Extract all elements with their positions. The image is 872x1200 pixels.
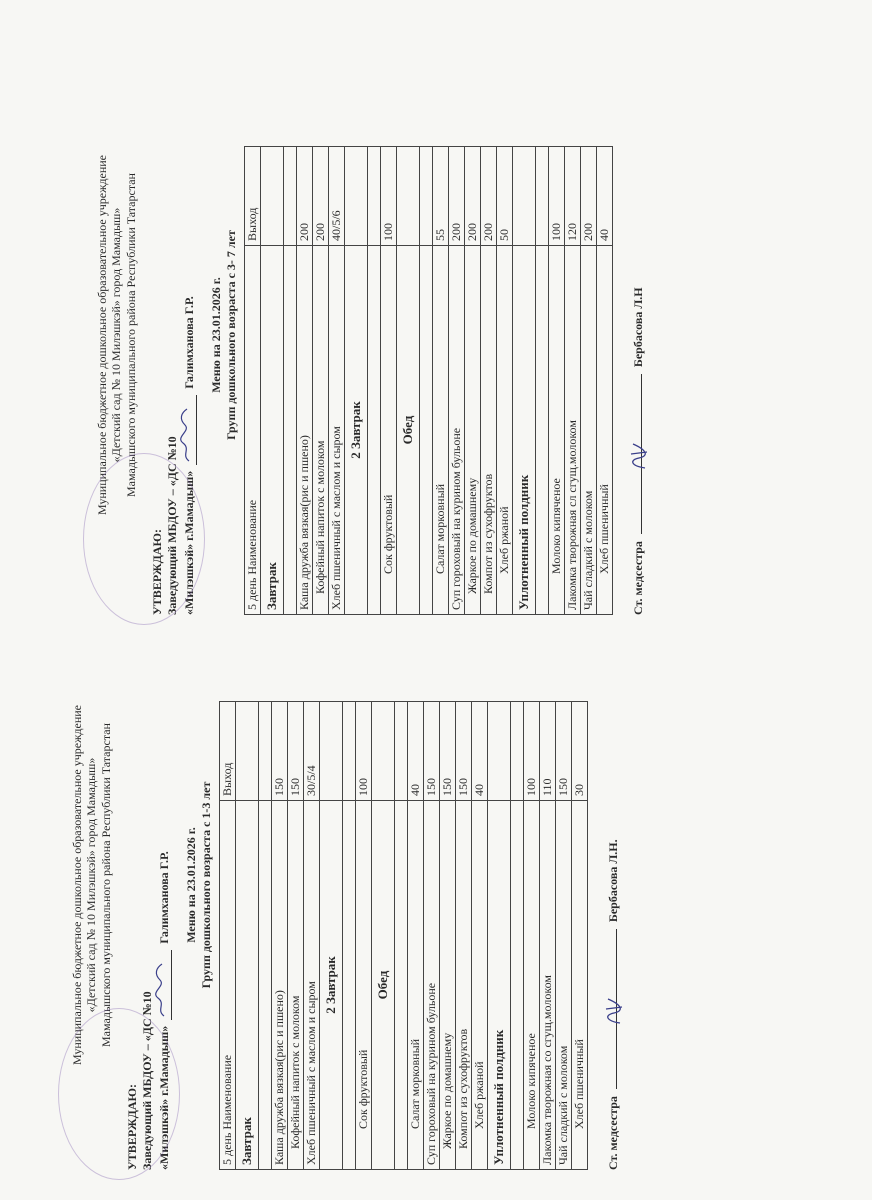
menu-sheet-3-7 [95,55,646,615]
institution-line1: Муниципальное бюджетное дошкольное образовательное учреждение [70,705,84,1065]
section-row [345,147,368,615]
table-row [565,147,581,615]
dish-out: 200 [297,147,313,246]
dish-out: 200 [465,147,481,246]
section-breakfast: Завтрак [236,801,259,1170]
menu-title [184,600,213,1170]
menu-title [209,55,238,615]
table-row [381,147,397,615]
table-row [408,702,424,1170]
section-row [397,147,420,615]
approve-position: Заведующий МБДОУ – «ДС №10 [139,991,154,1170]
header-out: Выход [245,147,261,246]
dish-name: Лакомка творожная сл сгущ.молоком [565,246,581,615]
dish-out: 200 [581,147,597,246]
table-row [472,702,488,1170]
dish-name: Хлеб пшеничный с маслом и сыром [329,246,345,615]
section-row [261,147,284,615]
dish-name: Кофейный напиток с молоком [288,801,304,1170]
dish-name: Салат морковный [408,801,424,1170]
dish-name: Сок фруктовый [381,246,397,615]
dish-out: 55 [433,147,449,246]
approve-name: Галимханова Г.Р. [156,851,171,944]
dish-out: 100 [524,702,540,801]
table-row [597,147,613,615]
dish-out: 110 [540,702,556,801]
dish-name: Салат морковный [433,246,449,615]
signature-icon [602,989,624,1029]
table-row [556,702,572,1170]
menu-date: Меню на 23.01.2026 г. [184,827,199,943]
dish-out: 100 [356,702,372,801]
dish-name: Жаркое по домашнему [465,246,481,615]
dish-out: 150 [440,702,456,801]
nurse-label: Ст. медсестра [631,541,646,615]
table-row [288,702,304,1170]
signature-icon [179,405,193,465]
dish-out: 150 [288,702,304,801]
dish-out: 40/5/6 [329,147,345,246]
section-breakfast2: 2 Завтрак [345,246,368,615]
table-row [524,702,540,1170]
dish-name: Суп гороховый на курином бульоне [424,801,440,1170]
section-row [488,702,511,1170]
stamp-mark [83,453,205,625]
section-lunch: Обед [372,801,395,1170]
dish-out: 50 [497,147,513,246]
institution-line3: Мамадышского муниципального района Республики Татарстан [98,723,113,1047]
signature-line [179,395,197,465]
dish-name: Кофейный напиток с молоком [313,246,329,615]
dish-out: 150 [556,702,572,801]
dish-name: Хлеб пшеничный [572,801,588,1170]
header-name: 5 день Наименование [220,801,236,1170]
dish-out: 30 [572,702,588,801]
menu-table [244,146,613,615]
dish-out: 150 [424,702,440,801]
dish-out: 200 [481,147,497,246]
signature-icon [627,434,649,474]
section-lunch: Обед [397,246,420,615]
menu-table [219,701,588,1170]
dish-name: Лакомка творожная со сгущ.молоком [540,801,556,1170]
table-row [297,147,313,615]
dish-out: 30/5/4 [304,702,320,801]
table-row [424,702,440,1170]
institution-line3: Мамадышского муниципального района Республики Татарстан [123,173,138,497]
section-row [320,702,343,1170]
table-row [329,147,345,615]
approve-position: Заведующий МБДОУ – «ДС №10 [164,436,179,615]
signature-line [154,950,172,1020]
approve-heading: УТВЕРЖДАЮ: [150,528,165,615]
stamp-mark [58,1008,180,1180]
dish-name: Чай сладкий с молоком [556,801,572,1170]
dish-name: Компот из сухофруктов [456,801,472,1170]
approve-heading: УТВЕРЖДАЮ: [125,1083,140,1170]
table-row [356,702,372,1170]
dish-name: Каша дружба вязкая(рис и пшено) [272,801,288,1170]
menu-group: Групп дошкольного возраста с 3- 7 лет [223,230,238,440]
nurse-name: Бербасова Л.Н. [606,839,621,923]
table-row [440,702,456,1170]
table-row [481,147,497,615]
dish-name: Хлеб пшеничный [597,246,613,615]
dish-out: 100 [549,147,565,246]
dish-name: Суп гороховый на курином бульоне [449,246,465,615]
table-header-row [220,702,236,1170]
dish-name: Каша дружба вязкая(рис и пшено) [297,246,313,615]
section-breakfast: Завтрак [261,246,284,615]
table-header-row [245,147,261,615]
dish-out: 200 [449,147,465,246]
table-row [449,147,465,615]
institution-line2: «Детский сад № 10 Милэшкэй» город Мамадыш» [84,757,99,1013]
dish-name: Чай сладкий с молоком [581,246,597,615]
section-breakfast2: 2 Завтрак [320,801,343,1170]
header-out: Выход [220,702,236,801]
nurse-signature-block [606,600,620,1170]
menu-sheet-1-3 [70,600,621,1170]
nurse-name: Бербасова Л.Н [631,287,646,368]
section-row [372,702,395,1170]
dish-out: 40 [472,702,488,801]
dish-out: 100 [381,147,397,246]
menu-group: Групп дошкольного возраста с 1-3 лет [198,781,213,989]
table-row [540,702,556,1170]
section-snack: Уплотненный полдник [488,801,511,1170]
institution-line2: «Детский сад № 10 Милэшкэй» город Мамадыш» [109,207,124,463]
section-row [236,702,259,1170]
dish-name: Молоко кипяченое [524,801,540,1170]
dish-out: 200 [313,147,329,246]
table-row [465,147,481,615]
dish-out: 40 [408,702,424,801]
dish-out: 150 [456,702,472,801]
institution-line1: Муниципальное бюджетное дошкольное образовательное учреждение [95,155,109,515]
header-name: 5 день Наименование [245,246,261,615]
dish-out: 150 [272,702,288,801]
signature-icon [154,960,168,1020]
dish-name: Молоко кипяченое [549,246,565,615]
menu-date: Меню на 23.01.2026 г. [209,277,224,393]
table-row [572,702,588,1170]
dish-name: Хлеб ржаной [472,801,488,1170]
nurse-signature-block [631,55,645,615]
section-row [513,147,536,615]
table-row [304,702,320,1170]
nurse-label: Ст. медсестра [606,1096,621,1170]
table-row [549,147,565,615]
dish-name: Компот из сухофруктов [481,246,497,615]
signature-line [616,929,617,1089]
table-row [272,702,288,1170]
table-row [433,147,449,615]
dish-name: Жаркое по домашнему [440,801,456,1170]
section-snack: Уплотненный полдник [513,246,536,615]
dish-out: 40 [597,147,613,246]
table-row [581,147,597,615]
dish-name: Сок фруктовый [356,801,372,1170]
table-row [313,147,329,615]
signature-line [641,374,642,534]
table-row [456,702,472,1170]
dish-name: Хлеб ржаной [497,246,513,615]
approve-org: «Милэшкэй» г.Мамадыш» [156,1025,171,1170]
table-row [497,147,513,615]
approve-name: Галимханова Г.Р. [181,296,196,389]
dish-out: 120 [565,147,581,246]
approve-org: «Милэшкэй» г.Мамадыш» [181,470,196,615]
dish-name: Хлеб пшеничный с маслом и сыром [304,801,320,1170]
